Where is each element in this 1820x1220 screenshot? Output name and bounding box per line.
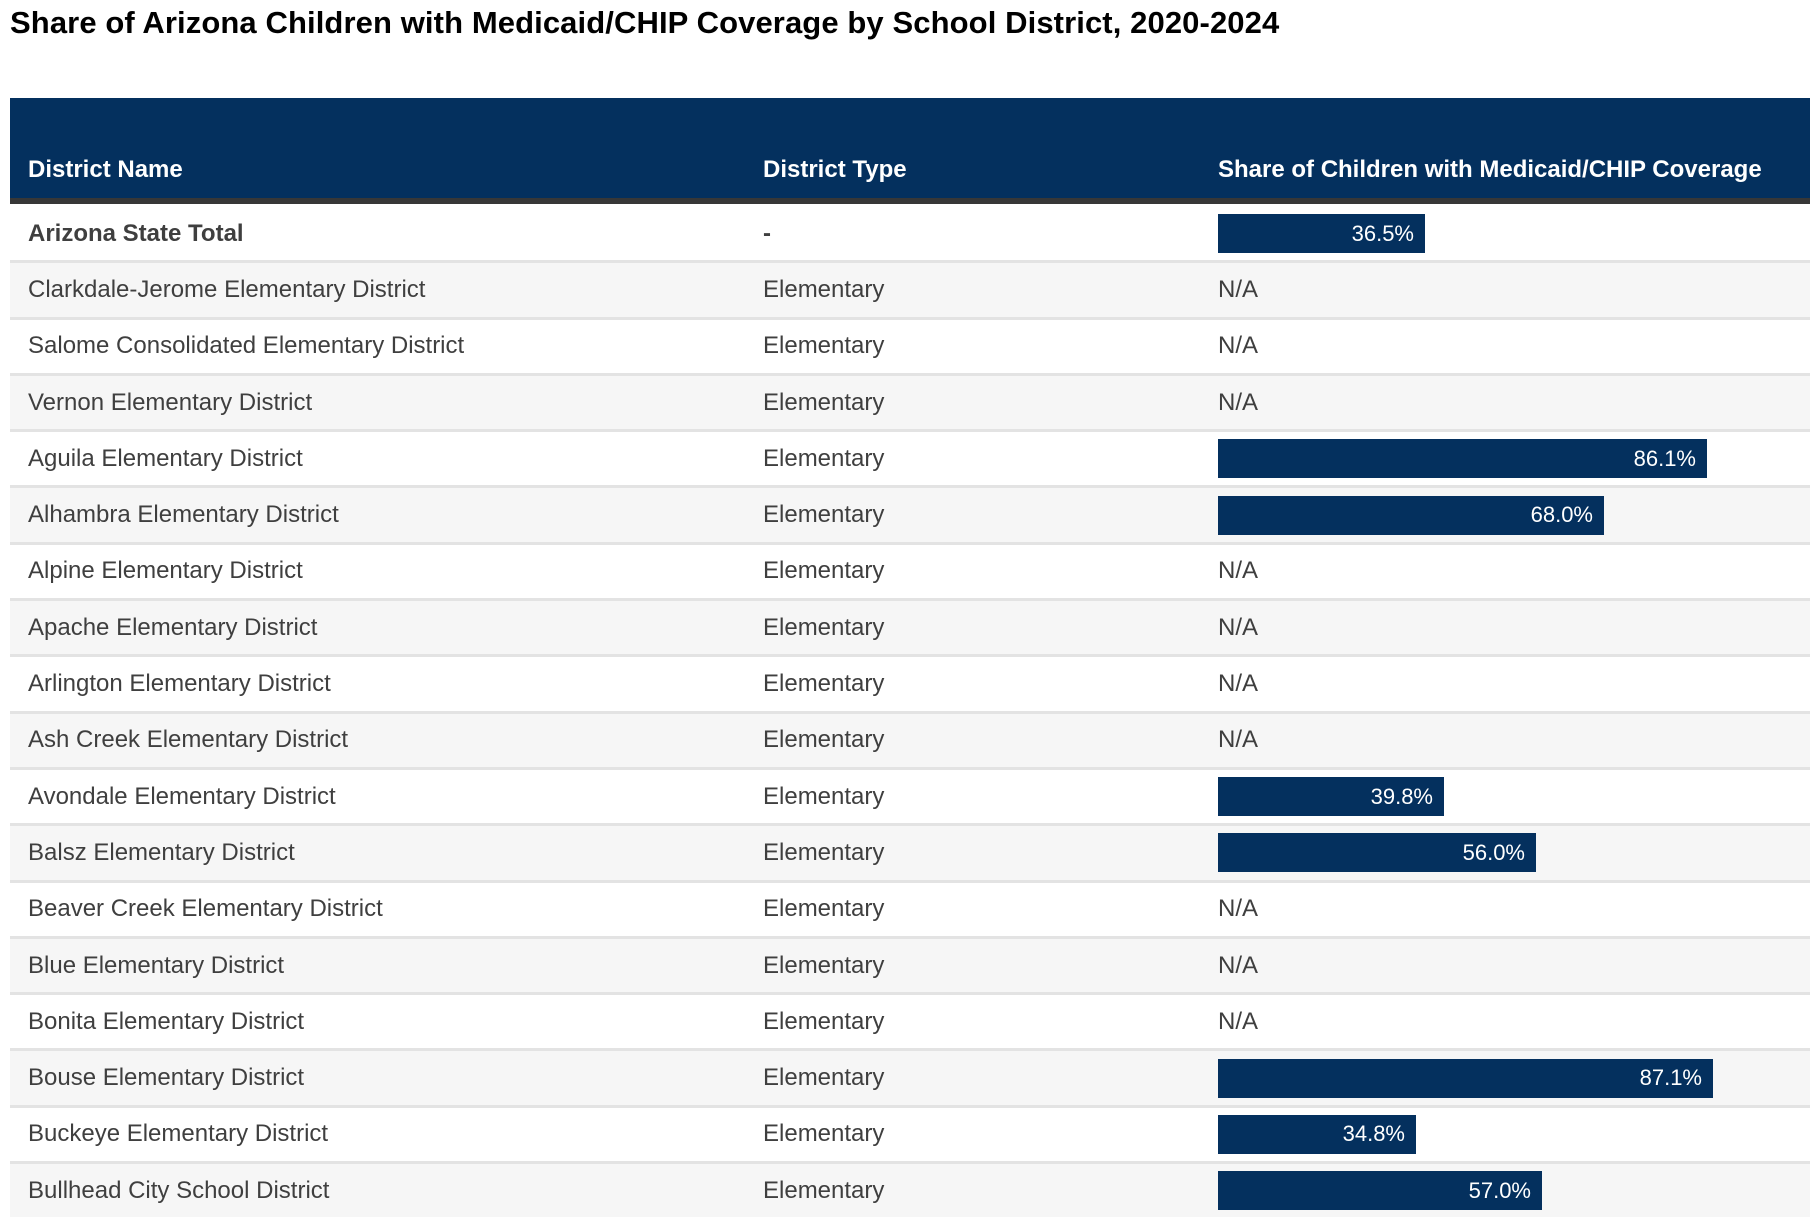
page-title: Share of Arizona Children with Medicaid/CHIP Coverage by School District, 2020-2024 (10, 5, 1280, 40)
coverage-bar (1218, 777, 1444, 816)
district-name-cell: Balsz Elementary District (28, 838, 295, 866)
table-row (10, 823, 1810, 879)
district-type-cell: Elementary (763, 501, 885, 529)
coverage-bar (1218, 496, 1604, 535)
table-row (10, 767, 1810, 823)
table-row (10, 204, 1810, 260)
coverage-table (10, 98, 1810, 1217)
district-name-cell: Bonita Elementary District (28, 1007, 305, 1035)
district-type-cell: Elementary (763, 444, 885, 472)
coverage-na-value: N/A (1218, 613, 1259, 641)
coverage-na-value: N/A (1218, 895, 1259, 923)
district-name-cell: Apache Elementary District (28, 613, 318, 641)
coverage-bar-value: 36.5% (1351, 220, 1414, 246)
coverage-bar (1218, 214, 1425, 253)
coverage-na-value: N/A (1218, 388, 1259, 416)
coverage-cell (1200, 496, 1810, 535)
coverage-na-value: N/A (1218, 332, 1259, 360)
table-row (10, 654, 1810, 710)
district-type-cell: - (763, 219, 771, 247)
coverage-bar (1218, 439, 1707, 478)
coverage-bar (1218, 833, 1536, 872)
district-type-cell: Elementary (763, 1176, 885, 1204)
district-type-cell: Elementary (763, 670, 885, 698)
district-type-cell: Elementary (763, 1064, 885, 1092)
district-name-cell: Alhambra Elementary District (28, 501, 339, 529)
table-row (10, 317, 1810, 373)
coverage-bar (1218, 1115, 1416, 1154)
district-name-cell: Ash Creek Elementary District (28, 726, 349, 754)
coverage-bar (1218, 1059, 1713, 1098)
coverage-bar-value: 39.8% (1370, 783, 1433, 809)
district-name-cell: Salome Consolidated Elementary District (28, 332, 465, 360)
district-type-cell: Elementary (763, 613, 885, 641)
coverage-cell (1200, 276, 1810, 304)
coverage-bar-value: 87.1% (1639, 1065, 1702, 1091)
table-row (10, 1161, 1810, 1217)
coverage-na-value: N/A (1218, 557, 1259, 585)
coverage-cell (1200, 1171, 1810, 1210)
district-type-cell: Elementary (763, 557, 885, 585)
table-row (10, 1105, 1810, 1161)
coverage-cell (1200, 1115, 1810, 1154)
coverage-na-value: N/A (1218, 275, 1259, 303)
district-name-cell: Clarkdale-Jerome Elementary District (28, 275, 426, 303)
table-row (10, 936, 1810, 992)
coverage-cell (1200, 726, 1810, 754)
district-type-cell: Elementary (763, 332, 885, 360)
district-name-cell: Blue Elementary District (28, 951, 285, 979)
table-row (10, 373, 1810, 429)
coverage-cell (1200, 1059, 1810, 1098)
coverage-cell (1200, 1008, 1810, 1036)
district-name-cell: Arlington Elementary District (28, 670, 331, 698)
district-type-cell: Elementary (763, 782, 885, 810)
table-body (10, 204, 1810, 1217)
table-row (10, 542, 1810, 598)
coverage-cell (1200, 833, 1810, 872)
district-name-cell: Bullhead City School District (28, 1176, 330, 1204)
coverage-cell (1200, 952, 1810, 980)
district-name-cell: Aguila Elementary District (28, 444, 303, 472)
table-row (10, 711, 1810, 767)
district-name-cell: Beaver Creek Elementary District (28, 895, 383, 923)
table-header-row (10, 98, 1810, 204)
coverage-bar-value: 34.8% (1342, 1121, 1405, 1147)
coverage-cell (1200, 670, 1810, 698)
district-name-cell: Alpine Elementary District (28, 557, 303, 585)
coverage-bar-value: 68.0% (1530, 502, 1593, 528)
coverage-cell (1200, 389, 1810, 417)
table-row (10, 880, 1810, 936)
coverage-bar-value: 86.1% (1633, 445, 1696, 471)
table-row (10, 598, 1810, 654)
district-type-cell: Elementary (763, 1007, 885, 1035)
column-header-district-type: District Type (763, 156, 907, 183)
table-row (10, 1048, 1810, 1104)
coverage-cell (1200, 614, 1810, 642)
column-header-coverage-share: Share of Children with Medicaid/CHIP Coverage (1218, 156, 1762, 183)
table-row (10, 429, 1810, 485)
district-name-cell: Avondale Elementary District (28, 782, 336, 810)
coverage-cell (1200, 895, 1810, 923)
coverage-cell (1200, 777, 1810, 816)
coverage-na-value: N/A (1218, 726, 1259, 754)
coverage-na-value: N/A (1218, 1007, 1259, 1035)
coverage-cell (1200, 439, 1810, 478)
coverage-cell (1200, 557, 1810, 585)
district-name-cell: Arizona State Total (28, 219, 244, 247)
district-name-cell: Vernon Elementary District (28, 388, 313, 416)
district-type-cell: Elementary (763, 275, 885, 303)
district-type-cell: Elementary (763, 838, 885, 866)
coverage-cell (1200, 332, 1810, 360)
district-type-cell: Elementary (763, 388, 885, 416)
district-name-cell: Bouse Elementary District (28, 1064, 305, 1092)
table-row (10, 485, 1810, 541)
table-row (10, 260, 1810, 316)
coverage-bar-value: 57.0% (1468, 1177, 1531, 1203)
coverage-bar-value: 56.0% (1462, 839, 1525, 865)
column-header-district-name: District Name (28, 156, 183, 183)
district-type-cell: Elementary (763, 951, 885, 979)
coverage-cell (1200, 214, 1810, 253)
coverage-na-value: N/A (1218, 670, 1259, 698)
district-type-cell: Elementary (763, 895, 885, 923)
district-type-cell: Elementary (763, 1120, 885, 1148)
district-name-cell: Buckeye Elementary District (28, 1120, 329, 1148)
coverage-na-value: N/A (1218, 951, 1259, 979)
district-type-cell: Elementary (763, 726, 885, 754)
table-row (10, 992, 1810, 1048)
coverage-bar (1218, 1171, 1542, 1210)
